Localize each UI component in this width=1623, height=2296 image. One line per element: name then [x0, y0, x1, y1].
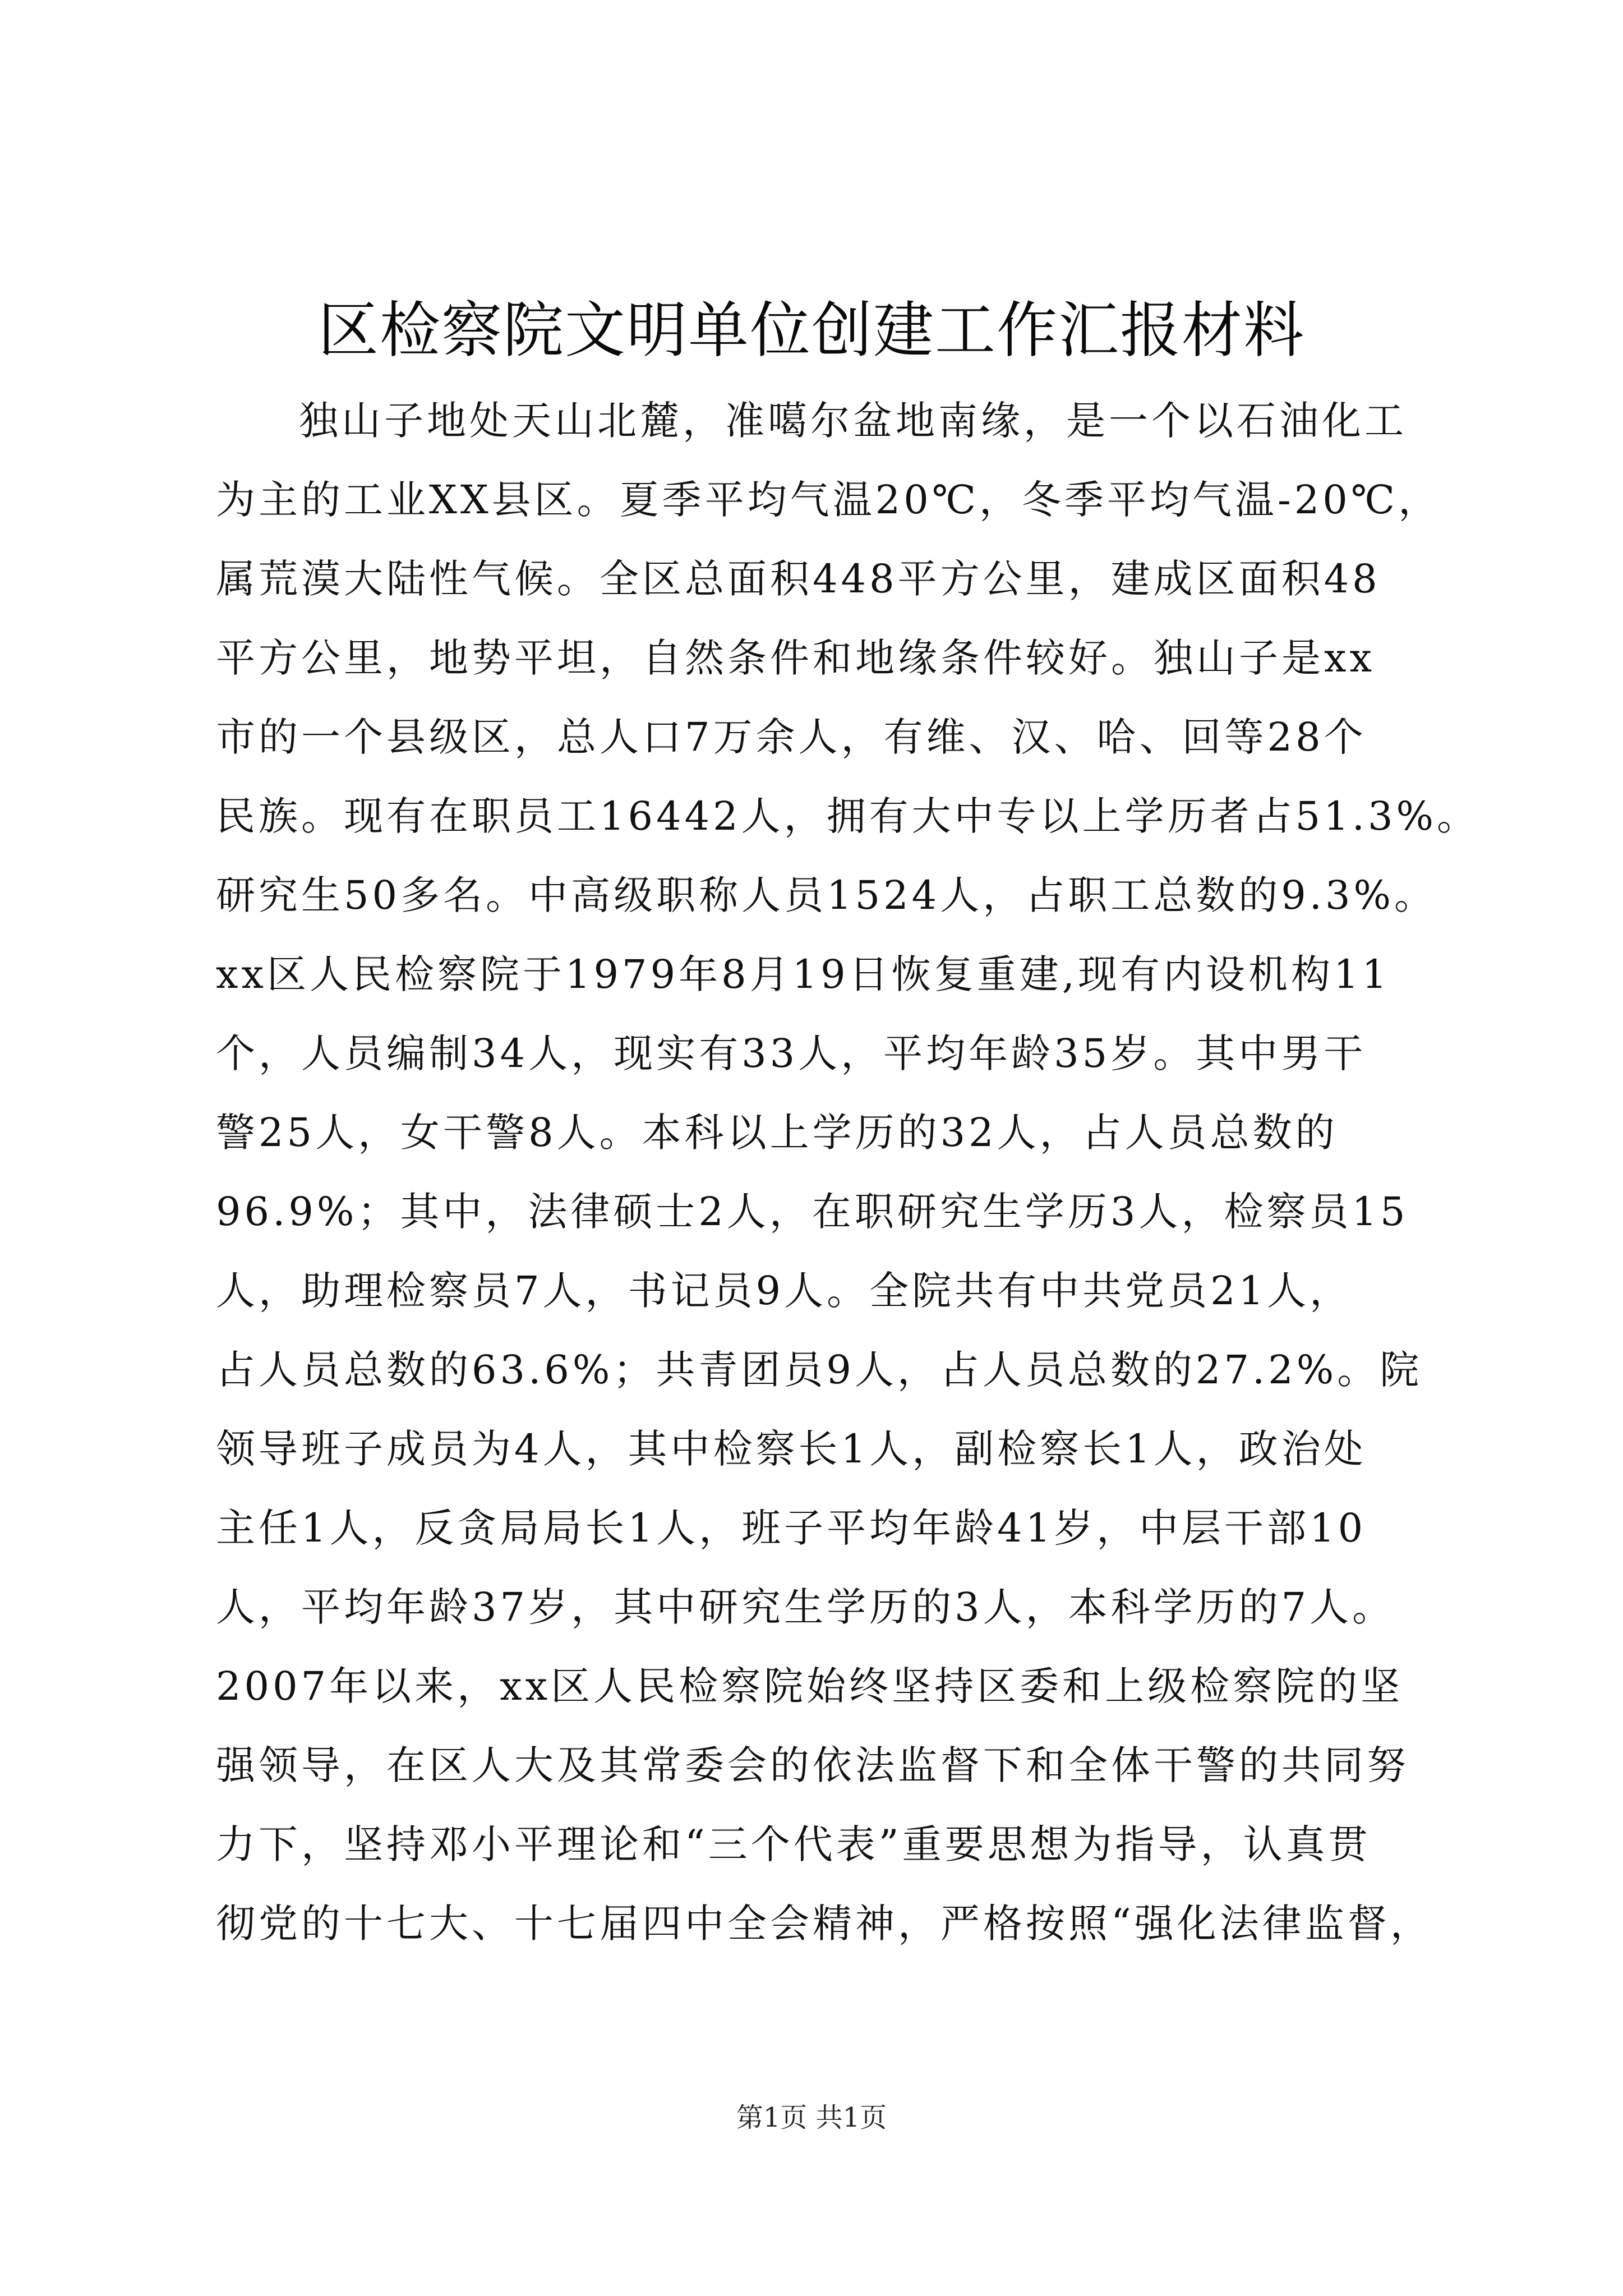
- body-line: 个，人员编制34人，现实有33人，平均年龄35岁。其中男干: [216, 1030, 1367, 1076]
- body-line: 属荒漠大陆性气候。全区总面积448平方公里，建成区面积48: [216, 556, 1381, 602]
- document-body: [216, 381, 1495, 1963]
- body-line: 平方公里，地势平坦，自然条件和地缘条件较好。独山子是xx: [216, 635, 1375, 681]
- body-line: 警25人，女干警8人。本科以上学历的32人，占人员总数的: [216, 1110, 1338, 1156]
- body-line: 彻党的十七大、十七届四中全会精神，严格按照“强化法律监督，: [216, 1901, 1433, 1947]
- body-line: 人，助理检察员7人，书记员9人。全院共有中共党员21人，: [216, 1268, 1353, 1314]
- page-number-footer: 第1页 共1页: [736, 2102, 887, 2133]
- body-line: 2007年以来，xx区人民检察院始终坚持区委和上级检察院的坚: [216, 1663, 1404, 1709]
- body-line: 民族。现有在职员工16442人，拥有大中专以上学历者占51.3%。: [216, 793, 1480, 839]
- body-line: xx区人民检察院于1979年8月19日恢复重建,现有内设机构11: [216, 951, 1391, 997]
- body-line: 人，平均年龄37岁，其中研究生学历的3人，本科学历的7人。: [216, 1584, 1395, 1630]
- body-line: 研究生50多名。中高级职称人员1524人，占职工总数的9.3%。: [216, 872, 1437, 918]
- body-line: 主任1人，反贪局局长1人，班子平均年龄41岁，中层干部10: [216, 1505, 1367, 1551]
- body-line: 96.9%；其中，法律硕士2人，在职研究生学历3人，检察员15: [216, 1189, 1409, 1235]
- body-line: 领导班子成员为4人，其中检察长1人，副检察长1人，政治处: [216, 1426, 1367, 1472]
- body-line: 市的一个县级区，总人口7万余人，有维、汉、哈、回等28个: [216, 714, 1367, 760]
- body-line: 为主的工业XX县区。夏季平均气温20℃，冬季平均气温-20℃，: [216, 477, 1441, 523]
- body-line: 占人员总数的63.6%；共青团员9人，占人员总数的27.2%。院: [216, 1347, 1423, 1393]
- body-line: 力下，坚持邓小平理论和“三个代表”重要思想为指导，认真贯: [216, 1821, 1371, 1867]
- document-title: 区检察院文明单位创建工作汇报材料: [317, 296, 1305, 366]
- body-line: 强领导，在区人大及其常委会的依法监督下和全体干警的共同努: [216, 1742, 1409, 1788]
- body-line: 独山子地处天山北麓，准噶尔盆地南缘，是一个以石油化工: [299, 398, 1407, 444]
